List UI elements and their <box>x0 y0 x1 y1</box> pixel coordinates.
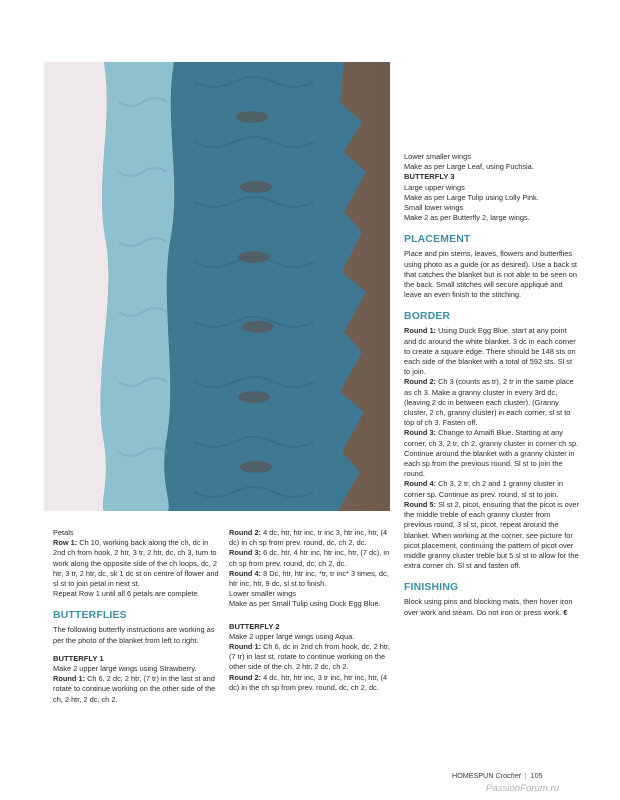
finishing-body: Block using pins and blocking mats, then hover iron over work and steam. Do not iron or press work. <box>404 597 573 617</box>
finishing-heading: FINISHING <box>404 582 459 594</box>
placement-text: Place and pin stems, leaves, flowers and butterflies using photo as a guide (or as desired). Use a back st that catches the blanket but is not able to be seen on the back. Small stitches will secure appliqué and leave an even finish to the stitching. <box>404 249 577 300</box>
section-name: Crochet <box>495 771 521 780</box>
middle-column <box>229 528 395 693</box>
text-line: Small lower wings <box>404 203 464 213</box>
border-round-5 <box>404 500 580 571</box>
round-label: Round 2: <box>404 377 437 387</box>
petals-row-1 <box>53 538 219 589</box>
round-text: Sl st 2, picot, ensuring that the picot is over the middle treble of each granny cluster from previous round, 3 sl st, picot, repeat around the blanket. When working at the corner, see picture for picot placement, continuing the pattern of picot over middle granny cluster treble but 5 sl st to allow for the extra corner ch. Sl st and fasten off. <box>404 499 579 571</box>
text-line: Make 2 upper large wings using Aqua. <box>229 631 355 641</box>
butterfly-2-round-1 <box>229 642 395 673</box>
text-line: Make as per Small Tulip using Duck Egg Blue. <box>229 599 381 609</box>
butterfly-1-round-2 <box>229 528 395 548</box>
watermark: PassionForum.ru <box>486 783 560 794</box>
text-line: Make 2 upper large wings using Strawberry. <box>53 664 197 674</box>
round-text: 4 dc, htr, htr inc, tr inc 3, htr inc, htr, (4 dc) in ch sp from prev. round, dc, ch 2, dc. <box>229 528 388 548</box>
footer-separator: | <box>524 771 527 780</box>
round-text: 8 Dc, htr, htr inc, *tr, tr inc* 3 times, dc, htr inc, htr, 9 dc, sl st to finish. <box>229 568 389 589</box>
text-line: Make 2 as per Butterfly 2, large wings. <box>404 213 530 223</box>
placement-heading: PLACEMENT <box>404 234 471 246</box>
crochet-border-photo <box>44 62 390 511</box>
petals-title: Petals <box>53 528 74 537</box>
butterflies-intro: The following butterfly instructions are working as per the photo of the blanket from left to right. <box>53 625 215 645</box>
text-line: Make as per Large Leaf, using Fuchsia. <box>404 162 534 172</box>
row-text: Ch 10, working back along the ch, dc in 2nd ch from hook, 2 htr, 3 tr, 2 htr, dc, ch 3, turn to work along the opposite side of the ch loops, dc, 2 htr, 3 tr, 2 htr, dc, sk 1 dc st on centre of flower and sl st to join petal in next st. <box>53 538 219 589</box>
butterfly-1-round-1 <box>53 674 219 705</box>
butterfly-1-heading: BUTTERFLY 1 <box>53 653 104 663</box>
round-label: Round 1: <box>53 674 86 684</box>
round-label: Round 5: <box>404 499 437 509</box>
left-column <box>53 528 219 705</box>
crochet-border-image <box>44 62 390 511</box>
border-round-1 <box>404 326 580 377</box>
round-text: Using Duck Egg Blue, start at any point and dc around the white blanket. 3 dc in each corner to create a square edge. There should be 148 sts on each side of the blanket with a total of 592 sts. Sl st to join. <box>404 326 576 377</box>
page-number: 105 <box>530 771 543 780</box>
round-label: Round 1: <box>404 326 437 336</box>
text-line: Large upper wings <box>404 182 465 192</box>
end-mark: € <box>561 607 568 617</box>
round-label: Round 1: <box>229 642 262 652</box>
text-line: Lower smaller wings <box>229 589 296 599</box>
round-label: Round 3: <box>404 428 437 438</box>
round-text: Ch 6, 2 dc, 2 htr, (7 tr) in the last st and rotate to continue working on the other side of the ch, 2 htr, 2 dc, ch 2. <box>53 674 216 704</box>
round-label: Round 3: <box>229 548 262 558</box>
butterflies-heading: BUTTERFLIES <box>53 610 127 622</box>
round-label: Round 2: <box>229 672 262 682</box>
butterfly-1-round-3 <box>229 548 395 568</box>
round-text: Change to Amalfi Blue. Starting at any corner, ch 3, 2 tr, ch 2, granny cluster in corner ch sp. Continue around the blanket with a granny cluster in each sp from the previous round. Sl st to join the round. <box>404 428 579 479</box>
round-label: Round 4: <box>404 479 437 489</box>
border-heading: BORDER <box>404 311 451 323</box>
round-text: 6 dc, htr, 4 htr inc, htr inc, htr, (7 dc), in ch sp from prev. round, dc, ch 2, dc. <box>229 548 390 568</box>
border-round-4 <box>404 479 580 499</box>
round-text: Ch 3, 2 tr, ch 2 and 1 granny cluster in corner sp. Continue as prev. round, sl st to join. <box>404 479 563 499</box>
butterfly-2-heading: BUTTERFLY 2 <box>229 621 280 631</box>
right-column <box>404 152 580 618</box>
border-round-3 <box>404 428 580 479</box>
round-text: Ch 6, dc in 2nd ch from hook, dc, 2 htr, (7 tr) in last st, rotate to continue working on the other side of the ch, 2 htr, 2 dc, ch 2. <box>229 642 391 672</box>
border-round-2 <box>404 377 580 428</box>
finishing-text <box>404 597 580 617</box>
magazine-name: HOMESPUN <box>452 771 494 780</box>
text-line: Lower smaller wings <box>404 152 471 161</box>
butterfly-3-heading: BUTTERFLY 3 <box>404 172 455 182</box>
butterfly-2-round-2 <box>229 673 395 693</box>
petals-repeat: Repeat Row 1 until all 6 petals are complete. <box>53 589 200 599</box>
row-label: Row 1: <box>53 538 78 548</box>
round-label: Round 2: <box>229 528 262 537</box>
round-text: 4 dc, htr, htr inc, 3 tr inc, htr inc, htr, (4 dc) in the ch sp from prev. round, dc, ch 2, dc. <box>229 672 388 692</box>
round-text: Ch 3 (counts as tr), 2 tr in the same place as ch 3. Make a granny cluster in every 3rd dc, (leaving 2 dc in between each cluster). (Granny cluster, 2 ch, granny cluster) in each corner, sl st to top of ch 3. Fasten off. <box>404 377 574 428</box>
butterfly-1-round-4 <box>229 569 395 589</box>
round-label: Round 4: <box>229 568 262 578</box>
text-line: Make as per Large Tulip using Lolly Pink. <box>404 192 539 202</box>
page-footer <box>452 771 543 780</box>
